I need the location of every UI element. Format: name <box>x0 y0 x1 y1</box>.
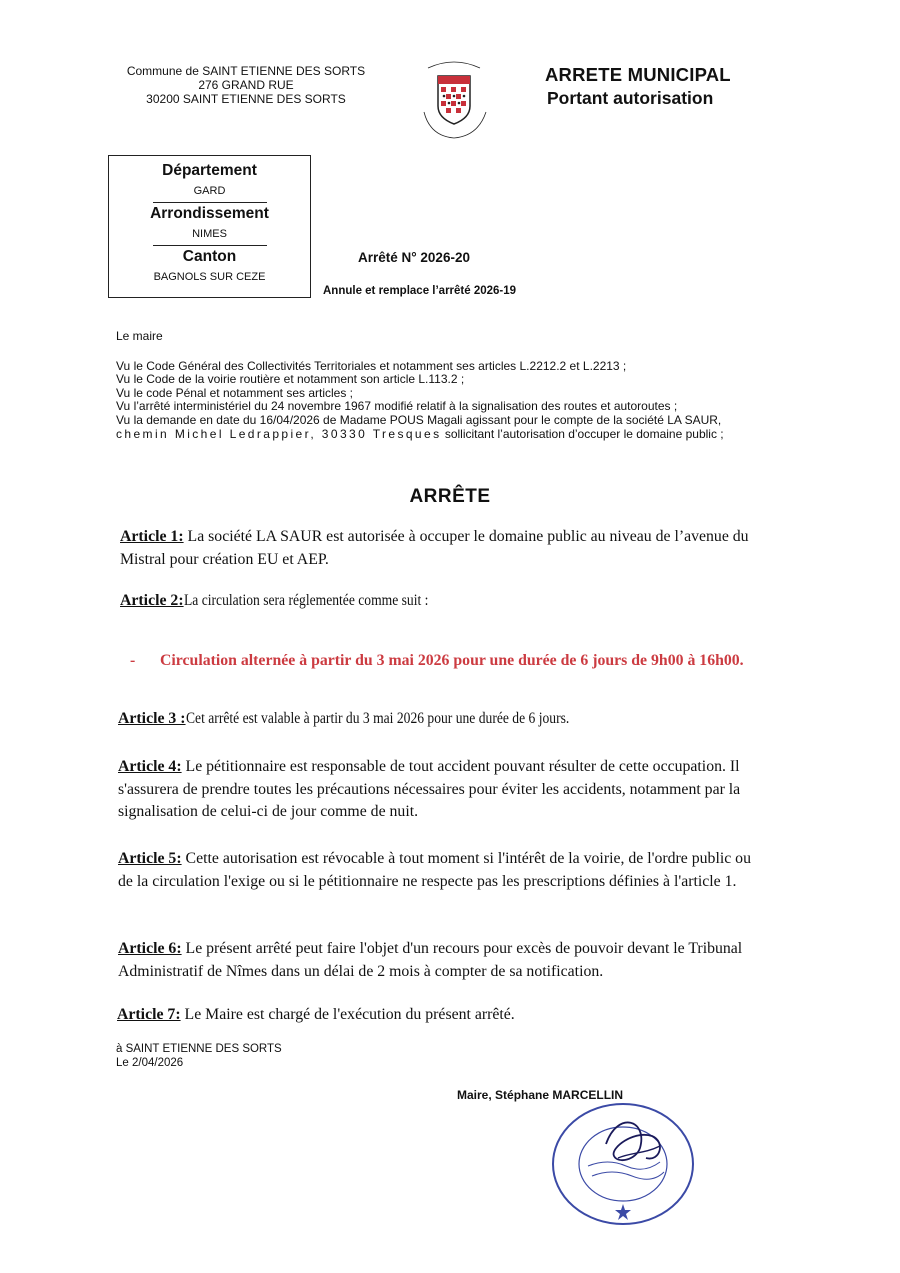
signer-name: Maire, Stéphane MARCELLIN <box>457 1088 624 1102</box>
divider <box>153 202 267 203</box>
list-bullet: - <box>130 652 136 669</box>
traffic-rule-text: Circulation alternée à partir du 3 mai 2026 pour une durée de 6 jours de 9h00 à 16h00. <box>160 652 744 669</box>
commune-address <box>112 64 380 106</box>
department-label: Département <box>162 162 257 179</box>
article-text: La société LA SAUR est autorisée à occuper le domaine public au niveau de l’avenue du Mistral pour création EU et AEP. <box>120 528 749 568</box>
commune-line-2: 276 GRAND RUE <box>198 78 294 92</box>
article-label: Article 3 : <box>118 710 186 727</box>
article-text: Cet arrêté est valable à partir du 3 mai 2026 pour une durée de 6 jours. <box>185 710 569 727</box>
document-subtitle: Portant autorisation <box>547 88 714 108</box>
divider <box>153 245 267 246</box>
article-2 <box>120 590 760 613</box>
article-text: Le présent arrêté peut faire l'objet d'un recours pour excès de pouvoir devant le Tribunal Administratif de Nîmes dans un délai de 2 mois à compter de sa notification. <box>118 940 743 980</box>
place: à SAINT ETIENNE DES SORTS <box>116 1043 282 1055</box>
department-value: GARD <box>193 185 226 197</box>
article-label: Article 1: <box>120 528 184 545</box>
article-7 <box>117 1004 757 1027</box>
vu-clause: Vu le Code Général des Collectivités Territoriales et notamment ses articles L.2212.2 et L.2213 ; <box>116 358 627 373</box>
article-label: Article 4: <box>118 758 182 775</box>
annule-remplace: Annule et remplace l’arrêté 2026-19 <box>323 285 517 297</box>
article-text: Cette autorisation est révocable à tout moment si l'intérêt de la voirie, de l'ordre public ou de la circulation l'exige ou si le pétitionnaire ne respecte pas les prescriptions définies à l'article 1. <box>118 850 751 890</box>
arrondissement-value: NIMES <box>192 228 227 240</box>
article-label: Article 2: <box>120 592 184 609</box>
vu-clause: Vu le Code de la voirie routière et notamment son article L.113.2 ; <box>116 372 465 387</box>
vu-clause: Vu le code Pénal et notamment ses articles ; <box>116 385 354 400</box>
vu-clause-part: sollicitant l’autorisation d’occuper le domaine public ; <box>441 426 724 441</box>
vu-clause-part: Vu la demande en date du 16/04/2026 de Madame POUS Magali agissant pour le compte de la société LA SAUR, <box>116 412 722 427</box>
article-5 <box>118 848 758 893</box>
date: Le 2/04/2026 <box>116 1057 184 1069</box>
article-label: Article 5: <box>118 850 182 867</box>
traffic-rule-item <box>130 650 790 673</box>
canton-value: BAGNOLS SUR CEZE <box>153 271 266 283</box>
vu-clause: Vu l’arrêté interministériel du 24 novembre 1967 modifié relatif à la signalisation des routes et autoroutes ; <box>116 399 678 414</box>
crest-text <box>0 0 1 1</box>
document-title: ARRETE MUNICIPAL <box>545 64 731 85</box>
decision-heading: ARRÊTE <box>409 486 491 507</box>
article-6 <box>118 938 758 983</box>
arrondissement-label: Arrondissement <box>150 205 269 222</box>
commune-line-3: 30200 SAINT ETIENNE DES SORTS <box>146 92 346 106</box>
document-title-block <box>545 64 731 109</box>
article-3 <box>118 708 758 731</box>
place-date <box>116 1042 282 1070</box>
commune-line-1: Commune de SAINT ETIENNE DES SORTS <box>126 64 366 78</box>
article-text: Le Maire est chargé de l'exécution du présent arrêté. <box>180 1006 515 1023</box>
article-4 <box>118 756 758 824</box>
le-maire: Le maire <box>116 329 163 343</box>
article-1 <box>120 526 760 571</box>
article-text: La circulation sera réglementée comme suit : <box>183 592 429 609</box>
article-text: Le pétitionnaire est responsable de tout accident pouvant résulter de cette occupation. Il s'assurera de prendre toutes les précautions nécessaires pour éviter les accidents, notamment par la signalisation de celui-ci de jour comme de nuit. <box>118 758 741 820</box>
article-label: Article 6: <box>118 940 182 957</box>
article-label: Article 7: <box>117 1006 181 1023</box>
arrete-number: Arrêté N° 2026-20 <box>358 250 470 265</box>
stamp-text <box>0 0 1 1</box>
vu-clause <box>116 414 766 441</box>
commune-crest-logo <box>408 58 500 142</box>
vu-clause-address: chemin Michel Ledrappier, 30330 Tresques <box>116 426 442 441</box>
mairie-stamp-seal <box>548 1100 698 1228</box>
administrative-box <box>108 155 311 298</box>
canton-label: Canton <box>182 248 237 265</box>
preamble <box>116 330 766 441</box>
